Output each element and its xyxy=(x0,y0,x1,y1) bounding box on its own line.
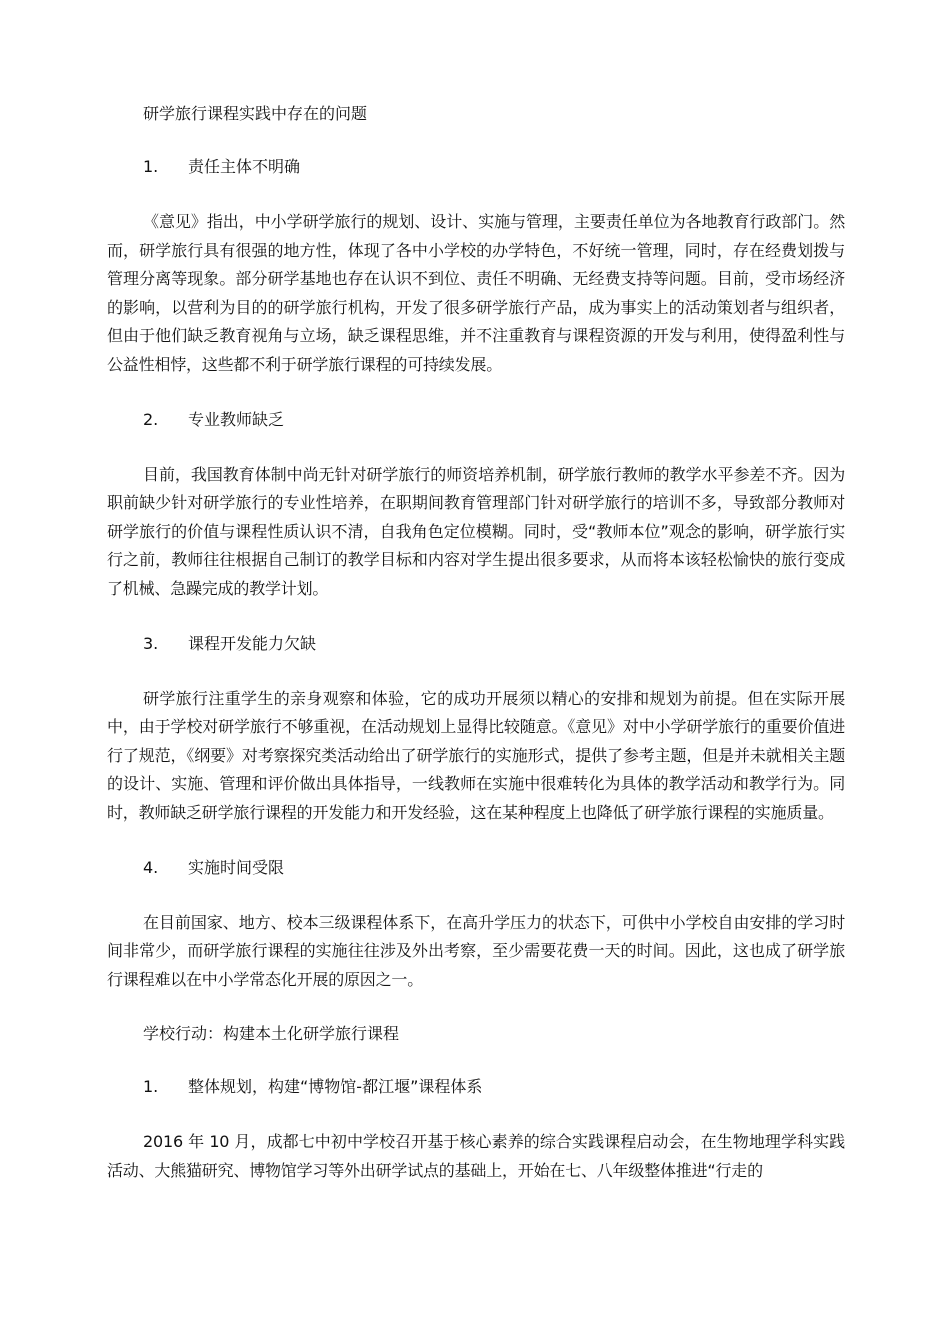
paragraph-time-limit: 在目前国家、地方、校本三级课程体系下，在高升学压力的状态下，可供中小学校自由安排的学习时间非常少，而研学旅行课程的实施往往涉及外出考察，至少需要花费一天的时间。因此，这也成了研学旅行课程难以在中小学常态化开展的原因之一。 xyxy=(107,912,845,989)
subheading-1 xyxy=(107,155,845,179)
subheading-title: 实施时间受限 xyxy=(188,857,285,877)
subheading-number: 2. xyxy=(143,409,159,429)
paragraph-teachers: 目前，我国教育体制中尚无针对研学旅行的师资培养机制，研学旅行教师的教学水平参差不齐。因为职前缺少针对研学旅行的专业性培养，在职期间教育管理部门针对研学旅行的培训不多，导致部分教师对研学旅行的价值与课程性质认识不清，自我角色定位模糊。同时，受“教师本位”观念的影响，研学旅行实行之前，教师往往根据自己制订的教学目标和内容对学生提出很多要求，从而将本该轻松愉快的旅行变成了机械、急躁完成的教学计划。 xyxy=(107,464,845,598)
subheading-title: 课程开发能力欠缺 xyxy=(188,633,317,653)
subheading-number: 3. xyxy=(143,633,159,653)
paragraph-curriculum-ability: 研学旅行注重学生的亲身观察和体验，它的成功开展须以精心的安排和规划为前提。但在实际开展中，由于学校对研学旅行不够重视，在活动规划上显得比较随意。《意见》对中小学研学旅行的重要价值进行了规范，《纲要》对考察探究类活动给出了研学旅行的实施形式，提供了参考主题，但是并未就相关主题的设计、实施、管理和评价做出具体指导，一线教师在实施中很难转化为具体的教学活动和教学行为。同时，教师缺乏研学旅行课程的开发能力和开发经验，这在某种程度上也降低了研学旅行课程的实施质量。 xyxy=(107,688,845,822)
document-page xyxy=(107,102,845,1185)
subheading-5 xyxy=(107,1075,845,1099)
paragraph-overall-planning: 2016 年 10 月，成都七中初中学校召开基于核心素养的综合实践课程启动会，在生物地理学科实践活动、大熊猫研究、博物馆学习等外出研学试点的基础上，开始在七、八年级整体推进“行走的 xyxy=(107,1132,845,1180)
subheading-number: 4. xyxy=(143,857,159,877)
subheading-4 xyxy=(107,856,845,880)
paragraph-responsibility: 《意见》指出，中小学研学旅行的规划、设计、实施与管理，主要责任单位为各地教育行政部门。然而，研学旅行具有很强的地方性，体现了各中小学校的办学特色，不好统一管理，同时，存在经费划拨与管理分离等现象。部分研学基地也存在认识不到位、责任不明确、无经费支持等问题。目前，受市场经济的影响，以营利为目的的研学旅行机构，开发了很多研学旅行产品，成为事实上的活动策划者与组织者，但由于他们缺乏教育视角与立场，缺乏课程思维，并不注重教育与课程资源的开发与利用，使得盈利性与公益性相悖，这些都不利于研学旅行课程的可持续发展。 xyxy=(107,212,845,374)
subheading-title: 整体规划，构建“博物馆-都江堰”课程体系 xyxy=(188,1077,483,1097)
subheading-number: 1. xyxy=(143,1077,159,1097)
subheading-title: 专业教师缺乏 xyxy=(188,409,285,429)
subheading-2 xyxy=(107,408,845,432)
subheading-title: 责任主体不明确 xyxy=(188,157,301,176)
subheading-3 xyxy=(107,632,845,656)
subheading-number: 1. xyxy=(143,157,159,176)
section-title-school-action: 学校行动：构建本土化研学旅行课程 xyxy=(143,1024,400,1044)
section-title-problems: 研学旅行课程实践中存在的问题 xyxy=(143,104,368,123)
